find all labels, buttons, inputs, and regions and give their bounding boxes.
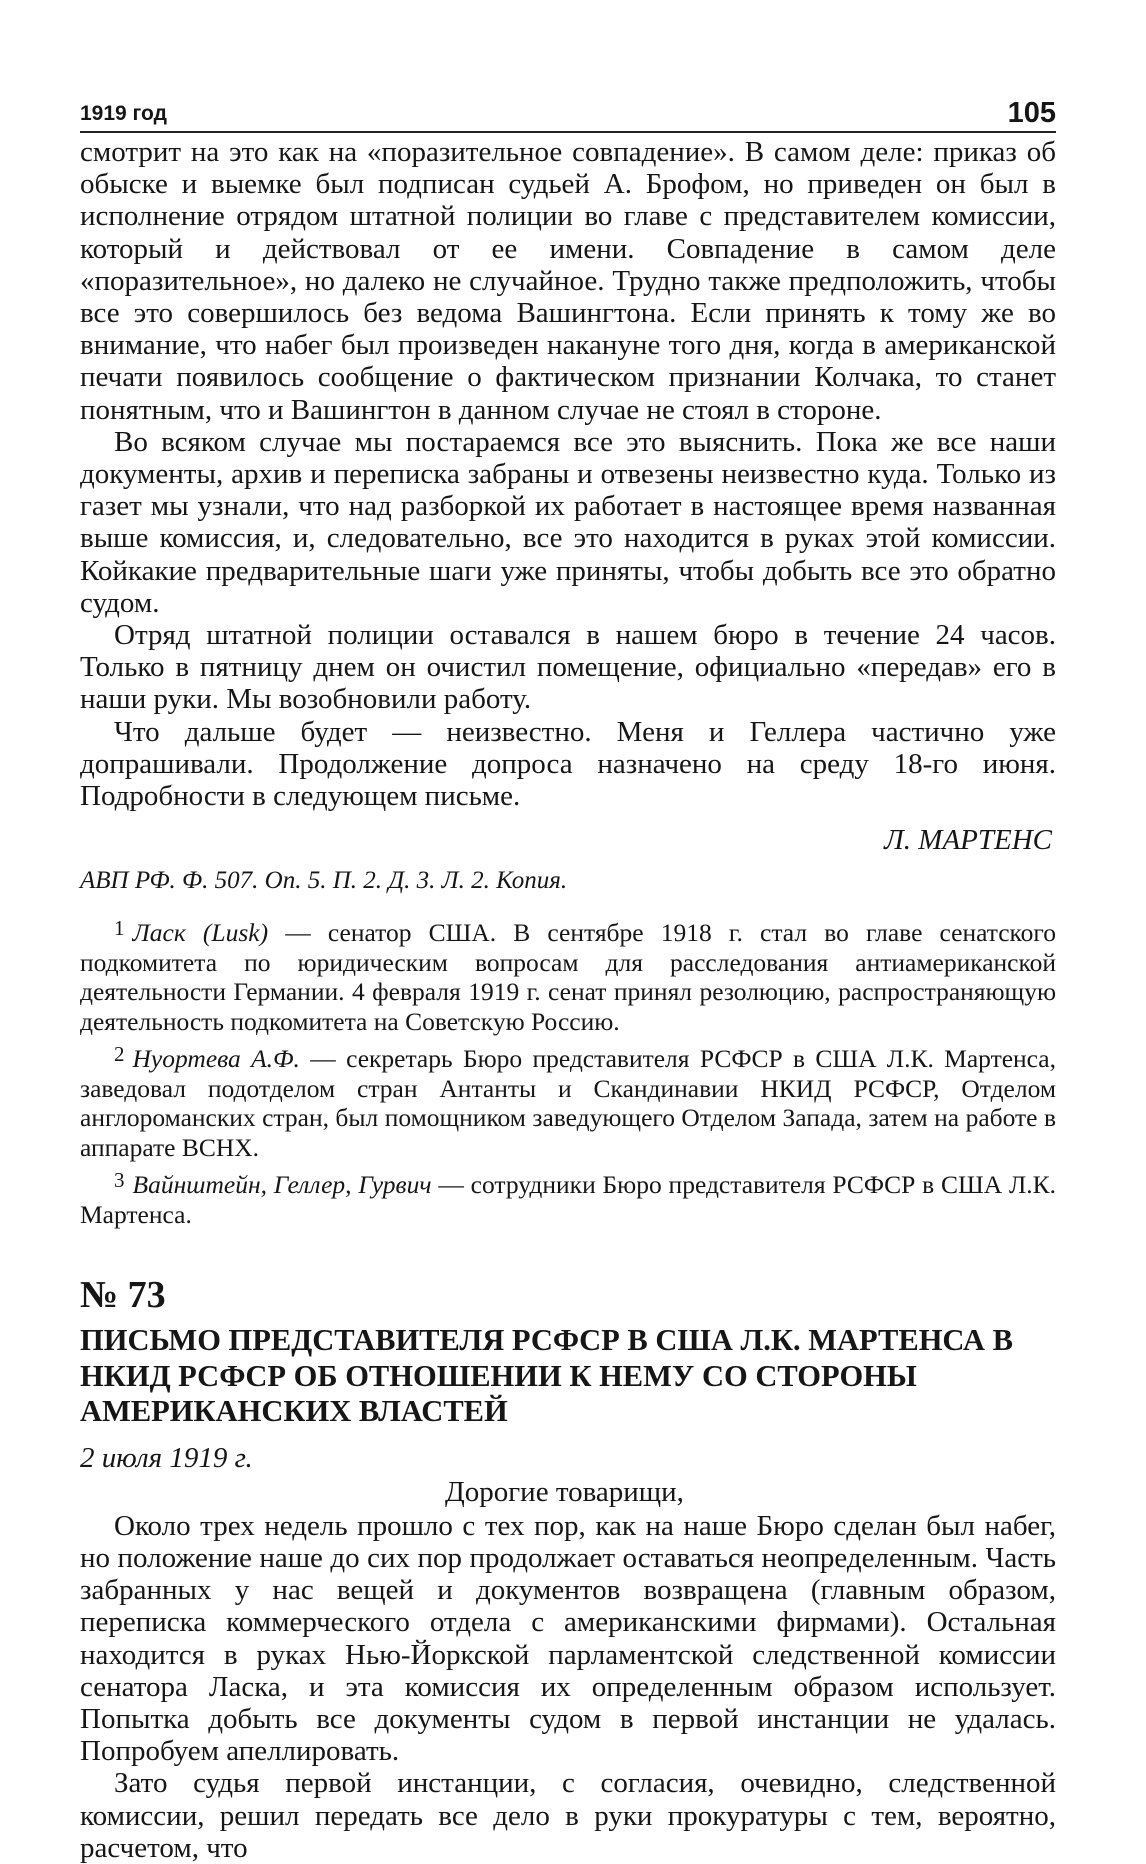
document-paragraph: Около трех недель прошло с тех пор, как на наше Бюро сделан был набег, но положение наше до сих пор продолжает оставаться неопределенным. Часть забранных у нас вещей и документов возвращена (главным образом, переписка коммерческого отдела с американскими фирмами). Остальная находится в руках Нью-Йоркской парламентской следственной комиссии сенатора Ласка, и эта комиссия их определенным образом использует. Попытка добыть все документы судом в первой инстанции не удалась. Попробуем апеллировать. xyxy=(80,1509,1056,1768)
footnote-text: — сенатор США. В сентябре 1918 г. стал во главе сенатского подкомитета по юридическим вопросам для расследования антиамериканской деятельности Германии. 4 февраля 1919 г. сенат принял резолюцию, распространяющую деятельность подкомитета на Советскую Россию. xyxy=(80,918,1056,1036)
signature: Л. МАРТЕНС xyxy=(884,824,1052,857)
document-number: № 73 xyxy=(80,1274,166,1317)
page-number: 105 xyxy=(1007,97,1056,129)
letter-paragraph: смотрит на это как на «поразительное совпадение». В самом деле: приказ об обыске и выемке был подписан судьей А. Брофом, но приведен он был в исполнение отрядом штатной полиции во главе с представителем комиссии, который и действовал от ее имени. Совпадение в самом деле «поразительное», но далеко не случайное. Трудно также предположить, чтобы все это совершилось без ведома Вашингтона. Если принять к тому же во внимание, что набег был произведен накануне того дня, когда в американской печати появилось сообщение о фактическом признании Колчака, то станет понятным, что и Вашингтон в данном случае не стоял в стороне. xyxy=(80,136,1056,426)
footnote-mark: 2 xyxy=(114,1042,125,1067)
letter-paragraph: Что дальше будет — неизвестно. Меня и Геллера частично уже допрашивали. Продолжение допроса назначено на среду 18-го июня. Подробности в следующем письме. xyxy=(80,715,1056,813)
footnote-text: — сотрудники Бюро представителя РСФСР в США Л.К. Мартенса. xyxy=(80,1170,1056,1229)
running-title: 1919 год xyxy=(80,102,167,125)
document-date: 2 июля 1919 г. xyxy=(80,1441,253,1474)
running-head xyxy=(80,94,1056,130)
document-paragraph: Зато судья первой инстанции, с согласия, очевидно, следственной комиссии, решил передать все дело в руки прокуратуры с тем, вероятно, расчетом, что xyxy=(80,1767,1056,1864)
footnote xyxy=(80,1040,1056,1162)
letter-paragraph: Отряд штатной полиции оставался в нашем бюро в течение 24 часов. Только в пятницу днем он очистил помещение, официально «передав» его в наши руки. Мы возобновили работу. xyxy=(80,619,1056,716)
footnote-name: Нуортева А.Ф. xyxy=(132,1044,300,1074)
footnote-mark: 3 xyxy=(114,1168,125,1193)
footnote xyxy=(80,1166,1056,1229)
archive-reference: АВП РФ. Ф. 507. Оп. 5. П. 2. Д. 3. Л. 2. Копия. xyxy=(80,867,568,895)
footnote-name: Вайнштейн, Геллер, Гурвич xyxy=(132,1170,432,1200)
greeting: Дорогие товарищи, xyxy=(445,1475,684,1508)
footnote xyxy=(80,914,1056,1036)
footnote-text: — секретарь Бюро представителя РСФСР в США Л.К. Мартенса, заведовал подотделом стран Антанты и Скандинавии НКИД РСФСР, Отделом англороманских стран, был помощником заведующего Отделом Запада, затем на работе в аппарате ВСНХ. xyxy=(80,1044,1057,1162)
footnote-mark: 1 xyxy=(114,916,125,941)
document-title: ПИСЬМО ПРЕДСТАВИТЕЛЯ РСФСР В США Л.К. МАРТЕНСА В НКИД РСФСР ОБ ОТНОШЕНИИ К НЕМУ СО СТОРОНЫ АМЕРИКАНСКИХ ВЛАСТЕЙ xyxy=(80,1323,1013,1429)
footnote-name: Ласк (Lusk) xyxy=(132,918,269,948)
letter-paragraph: Во всяком случае мы постараемся все это выяснить. Пока же все наши документы, архив и переписка забраны и отвезены неизвестно куда. Только из газет мы узнали, что над разборкой их работает в настоящее время названная выше комиссия, и, следовательно, все это находится в руках этой комиссии. Койкакие предварительные шаги уже приняты, чтобы добыть все это обратно судом. xyxy=(80,425,1056,619)
header-rule xyxy=(80,131,1056,133)
page-body xyxy=(80,136,1056,1864)
